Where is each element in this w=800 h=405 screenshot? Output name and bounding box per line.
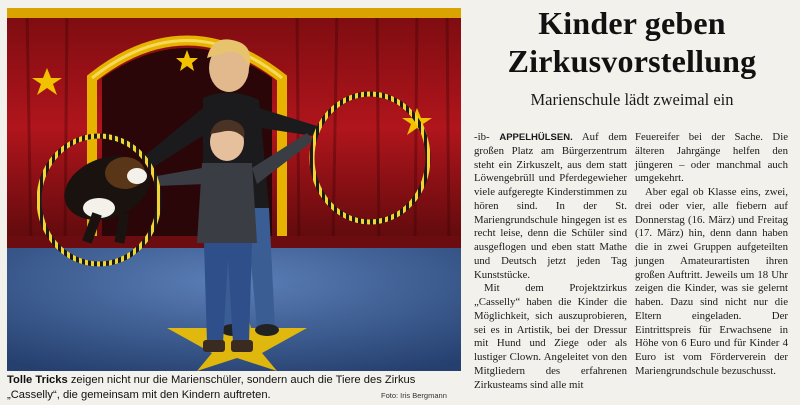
body-text: Mit dem Projektzirkus „Casselly“ haben die Kinder die Möglichkeit, sich auszuprobieren, sei es in Artistik, bei der Dressur mit Hund und Ziege oder als lustiger Clown. Angeleitet von den Mitgliedern des erfahrenen Zirkusteams sind alle mit: [474, 282, 627, 391]
circus-photo-illustration: [7, 8, 461, 371]
body-text: Aber egal ob Klasse eins, zwei, drei oder vier, alle fiebern auf Donnerstag (16. März) und Freitag (17. März) hin, denn dann haben die in zwei Gruppen aufgeteilten jungen Amateurartisten ihren großen Auftritt. Jeweils um 18 Uhr zeigen die Kinder, was sie gelernt haben. Dazu sind nicht nur die Eltern eingeladen. Der Eintrittspreis für Erwachsene in Höhe von 6 Euro und für Kinder 4 Euro ist vom Förderverein der Mariengrundschule bezuschusst.: [635, 186, 788, 377]
headline: [470, 4, 794, 80]
body-column-right: [635, 131, 788, 379]
headline-line-1: Kinder geben: [538, 5, 726, 41]
subheadline: Marienschule lädt zweimal ein: [530, 90, 734, 109]
body-text: Feuereifer bei der Sache. Die älteren Jahrgänge helfen den jüngeren – oder manchmal auch umgekehrt.: [635, 131, 788, 185]
photo-credit: Foto: Iris Bergmann: [381, 391, 447, 400]
caption-lead: Tolle Tricks: [7, 374, 68, 386]
body-text: Auf dem großen Platz am Bürgerzentrum steht ein Zirkuszelt, aus dem statt Löwengebrüll und Pferdegewieher viele aufgeregte Kinderstimmen zu hören sind. In der St. Mariengrundschule hingegen ist es recht leise, denn die Schüler sind ausgeflogen und eben statt Mathe und Deutsch jetzt jeden Tag Kunststücke.: [474, 131, 627, 281]
paragraph: [474, 131, 627, 282]
paragraph: [635, 186, 788, 379]
body-column-left: [474, 131, 627, 392]
dateline: APPELHÜLSEN.: [499, 132, 573, 143]
paragraph: [635, 131, 788, 186]
headline-line-2: Zirkusvorstellung: [507, 43, 757, 79]
caption-text: zeigen nicht nur die Marienschüler, sondern auch die Tiere des Zirkus „Casselly“, die gemeinsam mit den Kindern auftreten.: [7, 374, 416, 401]
byline: -ib-: [474, 131, 490, 143]
paragraph: [474, 282, 627, 392]
article-photo: [7, 8, 461, 371]
